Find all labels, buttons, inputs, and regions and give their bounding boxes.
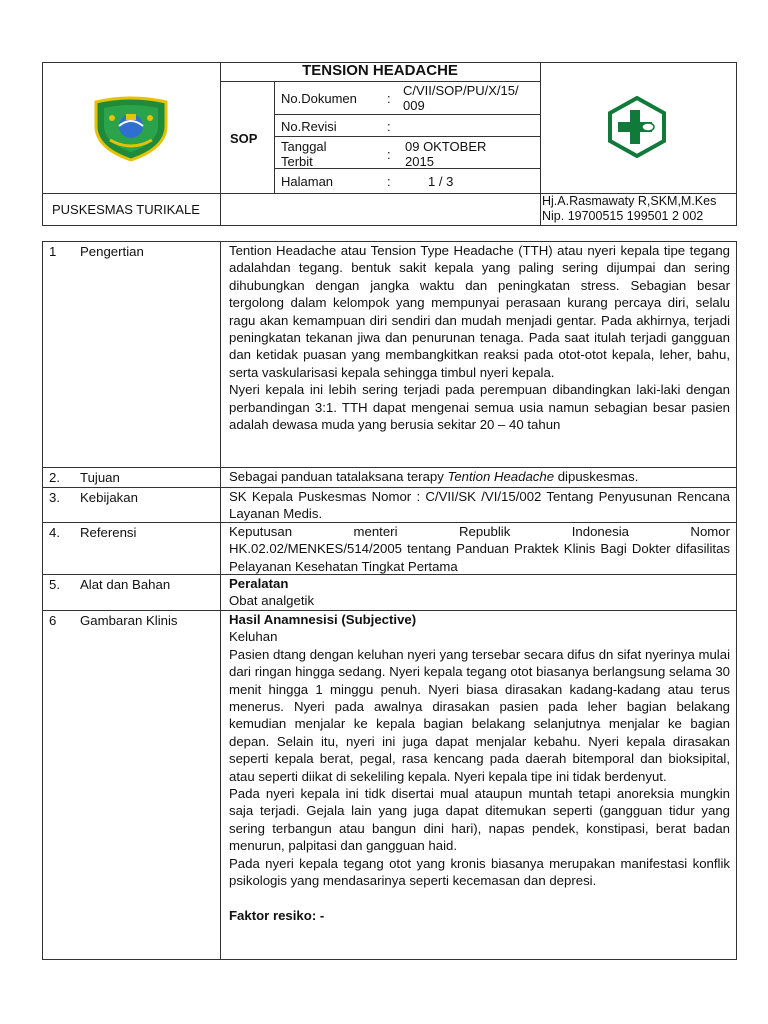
section-label-alat-dan-bahan: Alat dan Bahan [80,577,171,592]
section-number: 1 [49,244,57,259]
section-content-referensi [229,523,730,575]
section-number: 3. [49,490,60,505]
section-content-pengertian [229,242,730,433]
paragraph: Pasien dtang dengan keluhan nyeri yang tersebar secara difus dn sifat nyerinya mulai dari ringan hingga sedang. Nyeri kepala tegang otot biasanya berlangsung selama 30 menit hingga 1 minggu penuh. Nyeri biasa dirasakan kadang-kadang atau terus menerus. Nyeri pada awalnya dirasakan pasien pada leher bagian belakang kemudian menjalar ke kepala bagian belakang selanjutnya menjalar ke bagian depan. Selain itu, nyeri ini juga dapat menjalar kebahu. Nyeri kepala dirasakan seperti kepala berat, pegal, rasa kencang pada daerah bitemporal dan bioksipital, atau seperti diikat di sekeliling kepala. Nyeri kepala tipe ini tidak berdenyut. [229,646,730,784]
paragraph: SK Kepala Puskesmas Nomor : C/VII/SK /VI/15/002 Tentang Penyusunan Rencana Layanan Medis. [229,489,730,522]
paragraph: Pada nyeri kepala tegang otot yang kronis biasanya merupakan manifestasi konflik psikologis yang mendasarinya seperti kecemasan dan depresi. [229,855,730,889]
field-value-no-dokumen: C/VII/SOP/PU/X/15/ 009 [403,83,519,113]
footer-text: Faktor resiko: - [229,907,325,923]
sop-label: SOP [230,131,258,146]
signatory-name: Hj.A.Rasmawaty R,SKM,M.Kes [542,194,717,208]
section-label-gambaran-klinis: Gambaran Klinis [80,613,178,628]
field-value-tanggal-terbit: 09 OKTOBER 2015 [405,139,487,169]
section-label-tujuan: Tujuan [80,470,120,485]
paragraph: Pada nyeri kepala ini tidk disertai mual ataupun muntah tetapi anoreksia mungkin saja terjadi. Gejala lain yang juga dapat ditemukan seperti (gangguan tidur yang sering terbangun atau bangun dini hari), napas pendek, konstipasi, berat badan menurun, palpitasi dan gangguan haid. [229,786,730,854]
paragraph: Keputusan menteri Republik Indonesia Nomor [229,524,730,539]
section-content-gambaran-klinis [229,611,730,924]
signatory-nip: Nip. 19700515 199501 2 002 [542,209,704,223]
regional-emblem-logo [90,96,172,162]
paragraph: Tention Headache atau Tension Type Headache (TTH) atau nyeri kepala tipe tegang adalahdan tegang. bentuk sakit kepala yang paling sering dijumpai dan sering dihubungkan dengan jangka waktu dan peningkatan stress. Sebagian besar tergolong dalam kelompok yang mempunyai perasaan kurang percaya diri, selalu ragu akan kemampuan diri sendiri dan mudah menjadi gentar. Pada akhirnya, terjadi peningkatan tekanan jiwa dan penurunan tenaga. Pada saat itulah terjadi gangguan dan ketidak puasan yang membangkitkan reaksi pada otot-otot kepala, leher, bahu, serta vaskularisasi kepala sehingga timbul nyeri kepala. [229,243,730,380]
field-label-no-dokumen: No.Dokumen [281,91,357,106]
section-label-referensi: Referensi [80,525,137,540]
organization-name: PUSKESMAS TURIKALE [52,202,200,217]
field-sep: : [387,147,391,162]
section-label-kebijakan: Kebijakan [80,490,138,505]
field-sep: : [387,119,391,134]
puskesmas-cross-logo [606,96,668,158]
paragraph: HK.02.02/MENKES/514/2005 tentang Panduan Praktek Klinis Bagi Dokter difasilitas Pelayanan Kesehatan Tingkat Pertama [229,541,730,574]
section-label-pengertian: Pengertian [80,244,144,259]
section-content-tujuan [229,468,730,485]
section-number: 2. [49,470,60,485]
emphasis-text: Tention Headache [447,469,555,484]
field-sep: : [387,91,391,106]
document-title: TENSION HEADACHE [302,62,458,79]
section-content-kebijakan [229,488,730,523]
field-label-halaman: Halaman [281,174,334,189]
heading: Hasil Anamnesisi (Subjective) [229,612,417,627]
section-number: 4. [49,525,60,540]
section-content-alat-dan-bahan [229,575,730,610]
text: Sebagai panduan tatalaksana terapy [229,469,448,484]
section-number: 6 [49,613,57,628]
paragraph: Obat analgetik [229,593,315,609]
field-label-no-revisi: No.Revisi [281,119,337,134]
section-number: 5. [49,577,60,592]
text: dipuskesmas. [554,469,639,484]
heading: Peralatan [229,576,289,591]
field-label-tanggal-terbit: Tanggal Terbit [281,139,327,169]
paragraph: Nyeri kepala ini lebih sering terjadi pada perempuan dibandingkan laki-laki dengan perbandingan 3:1. TTH dapat mengenai semua usia namun sebagian besar pasien adalah dewasa muda yang berusia sekitar 20 – 40 tahun [229,382,730,433]
subheading: Keluhan [229,629,278,645]
field-value-halaman: 1 / 3 [428,174,454,189]
field-sep: : [387,174,391,189]
